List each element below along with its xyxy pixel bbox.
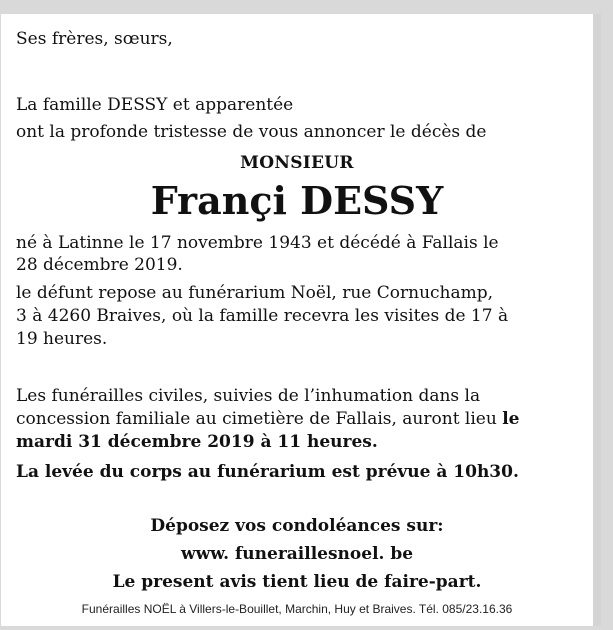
website-link[interactable]: www. funeraillesnoel. be: [180, 544, 414, 564]
deceased-name: Françi DESSY: [150, 178, 444, 223]
funeral-line-2: [16, 408, 520, 431]
levee-line: La levée du corps au funérarium est prévue à 10h30.: [16, 462, 519, 482]
rest-line-2: 3 à 4260 Braives, où la famille recevra les visites de 17 à: [16, 306, 509, 326]
birth-line-2: 28 décembre 2019.: [16, 255, 183, 275]
opening-line: Ses frères, sœurs,: [16, 29, 173, 49]
announce-line: ont la profonde tristesse de vous annoncer le décès de: [16, 122, 487, 142]
rest-line-3: 19 heures.: [16, 329, 108, 349]
family-line: La famille DESSY et apparentée: [16, 95, 294, 115]
obituary-notice: [1, 14, 601, 626]
condolences-label: Déposez vos condoléances sur:: [150, 516, 444, 536]
funeral-line-2-bold: le: [502, 409, 520, 429]
funeral-line-3: mardi 31 décembre 2019 à 11 heures.: [16, 432, 378, 452]
funeral-line-1: Les funérailles civiles, suivies de l’inhumation dans la: [16, 386, 481, 406]
honorific: MONSIEUR: [240, 153, 354, 173]
footer-contact: Funérailles NOËL à Villers-le-Bouillet, Marchin, Huy et Braives. Tél. 085/23.16.36: [81, 602, 513, 616]
faire-part-line: Le present avis tient lieu de faire-part.: [112, 572, 482, 592]
funeral-line-2-regular: concession familiale au cimetière de Fallais, auront lieu: [16, 409, 503, 429]
birth-line-1: né à Latinne le 17 novembre 1943 et décédé à Fallais le: [16, 233, 499, 253]
rest-line-1: le défunt repose au funérarium Noël, rue Cornuchamp,: [16, 283, 494, 303]
